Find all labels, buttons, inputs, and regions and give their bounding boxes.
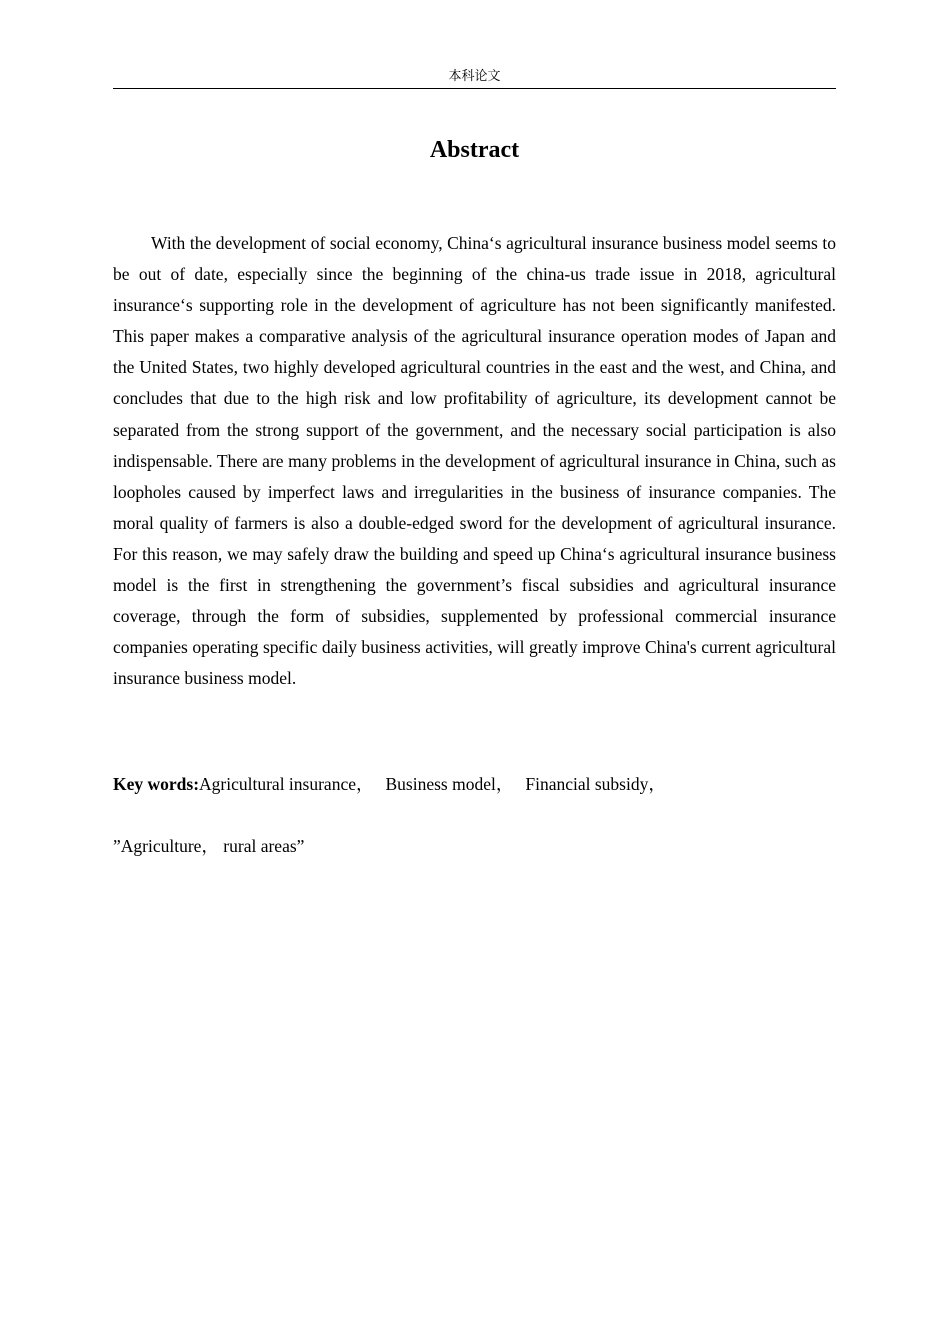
keyword-item: Business model xyxy=(385,774,496,794)
keyword-separator: ， xyxy=(495,774,514,794)
abstract-title: Abstract xyxy=(429,137,520,163)
keyword-separator: ， xyxy=(355,774,374,794)
abstract-body: With the development of social economy, China‘s agricultural insurance business model seems to be out of date, especially since the beginning of the china-us trade issue in 2018, agricultural insurance‘s supporting role in the development of agriculture has not been significantly manifested. This paper makes a comparative analysis of the agricultural insurance operation modes of Japan and the United States, two highly developed agricultural countries in the east and the west, and China, and concludes that due to the high risk and low profitability of agriculture, its development cannot be separated from the strong support of the government, and the necessary social participation is also indispensable. There are many problems in the development of agricultural insurance in China, such as loopholes caused by imperfect laws and irregularities in the business of insurance companies. The moral quality of farmers is also a double-edged sword for the development of agricultural insurance. For this reason, we may safely draw the building and speed up China‘s agricultural insurance business model is the first in strengthening the government’s fiscal subsidies and agricultural insurance coverage, through the form of subsidies, supplemented by professional commercial insurance companies operating specific daily business activities, will greatly improve China's current agricultural insurance business model. xyxy=(113,233,836,689)
keyword-item: Financial subsidy xyxy=(525,774,649,794)
keywords-line xyxy=(113,769,836,800)
running-header: 本科论文 xyxy=(448,69,501,84)
keyword-item: Agricultural insurance xyxy=(199,774,356,794)
keywords-label: Key words: xyxy=(113,774,200,794)
header-divider xyxy=(113,88,836,89)
keyword-separator: ， xyxy=(648,774,666,794)
keywords-continuation: ”Agriculture， rural areas” xyxy=(113,836,305,856)
